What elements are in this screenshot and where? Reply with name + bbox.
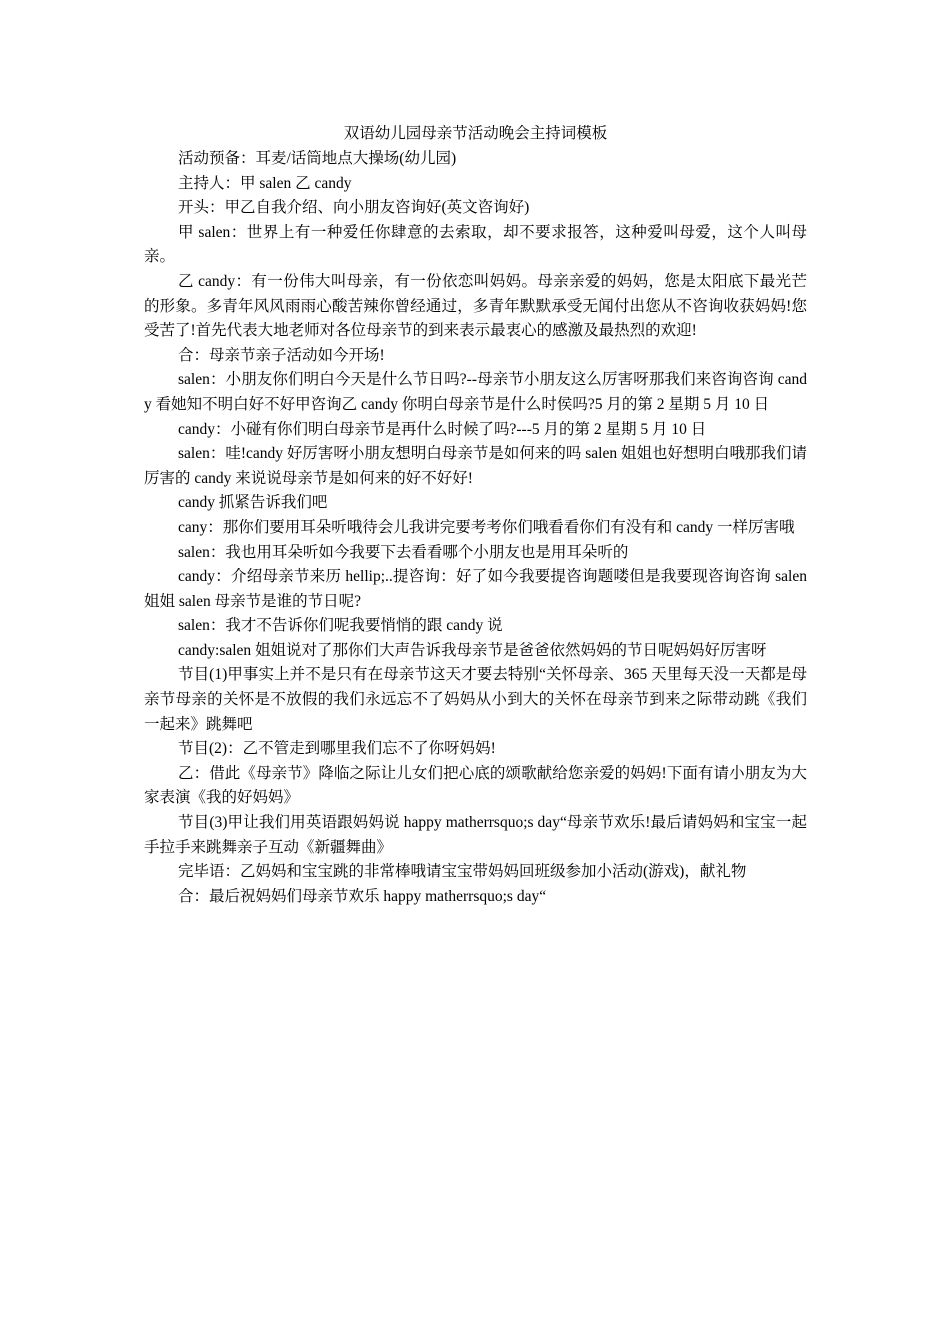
paragraph-opening: 开头：甲乙自我介绍、向小朋友咨询好(英文咨询好)	[178, 199, 530, 217]
paragraph-preparation: 活动预备：耳麦/话筒地点大操场(幼儿园)	[178, 150, 457, 167]
paragraph-salen-intro: 甲 salen：世界上有一种爱任你肆意的去索取，却不要求报答，这种爱叫母爱，这个人叫母亲。	[144, 223, 807, 266]
paragraph-candy-question: candy：小碰有你们明白母亲节是再什么时候了吗?---5 月的第 2 星期 5 月 10 日	[178, 420, 707, 438]
paragraph-hosts: 主持人：甲 salen 乙 candy	[178, 174, 352, 192]
paragraph-program-1: 节目(1)甲事实上并不是只有在母亲节这天才要去特别“关怀母亲、365 天里每天没一天都是母亲节母亲的关怀是不放假的我们永远忘不了妈妈从小到大的关怀在母亲节到来之际带动跳《我们一起来》跳舞吧	[144, 666, 807, 733]
paragraph-yi-performance: 乙：借此《母亲节》降临之际让儿女们把心底的颂歌献给您亲爱的妈妈!下面有请小朋友为大家表演《我的好妈妈》	[144, 764, 807, 807]
paragraph-candy-history: candy：介绍母亲节来历 hellip;..提咨询：好了如今我要提咨询题喽但是我要现咨询咨询 salen 姐姐 salen 母亲节是谁的节日呢?	[144, 568, 807, 610]
paragraph-salen-question: salen：小朋友你们明白今天是什么节日吗?--母亲节小朋友这么厉害呀那我们来咨询咨询 candy 看她知不明白好不好甲咨询乙 candy 你明白母亲节是什么时侯吗?5 月的第 2 星期 5 月 10 日	[144, 371, 807, 413]
paragraph-candy-intro: 乙 candy：有一份伟大叫母亲，有一份依恋叫妈妈。母亲亲爱的妈妈，您是太阳底下最光芒的形象。多青年风风雨雨心酸苦辣你曾经通过，多青年默默承受无闻付出您从不咨询收获妈妈!您受苦了!首先代表大地老师对各位母亲节的到来表示最衷心的感激及最热烈的欢迎!	[144, 272, 807, 340]
paragraph-candy-answer: candy:salen 姐姐说对了那你们大声告诉我母亲节是爸爸依然妈妈的节日呢妈妈好厉害呀	[178, 641, 767, 659]
document-title: 双语幼儿园母亲节活动晚会主持词模板	[343, 125, 608, 142]
paragraph-salen-listen: salen：我也用耳朵听如今我要下去看看哪个小朋友也是用耳朵听的	[178, 543, 629, 561]
paragraph-program-2: 节目(2)：乙不管走到哪里我们忘不了你呀妈妈!	[178, 740, 496, 758]
paragraph-closing: 完毕语：乙妈妈和宝宝跳的非常棒哦请宝宝带妈妈回班级参加小活动(游戏)，献礼物	[178, 863, 747, 881]
document-body	[144, 147, 807, 909]
paragraph-salen-secret: salen：我才不告诉你们呢我要悄悄的跟 candy 说	[178, 617, 503, 635]
paragraph-salen-origin: salen：哇!candy 好厉害呀小朋友想明白母亲节是如何来的吗 salen 姐姐也好想明白哦那我们请厉害的 candy 来说说母亲节是如何来的好不好好!	[144, 445, 807, 487]
paragraph-together-start: 合：母亲节亲子活动如今开场!	[178, 346, 385, 364]
paragraph-final-wish: 合：最后祝妈妈们母亲节欢乐 happy matherrsquo;s day“	[178, 887, 547, 905]
paragraph-candy-tell: candy 抓紧告诉我们吧	[178, 494, 328, 512]
paragraph-program-3: 节目(3)甲让我们用英语跟妈妈说 happy matherrsquo;s day“母亲节欢乐!最后请妈妈和宝宝一起手拉手来跳舞亲子互动《新疆舞曲》	[144, 814, 807, 856]
paragraph-cany-listen: cany：那你们要用耳朵听哦待会儿我讲完要考考你们哦看看你们有没有和 candy 一样厉害哦	[178, 518, 795, 536]
document-page	[144, 122, 807, 909]
